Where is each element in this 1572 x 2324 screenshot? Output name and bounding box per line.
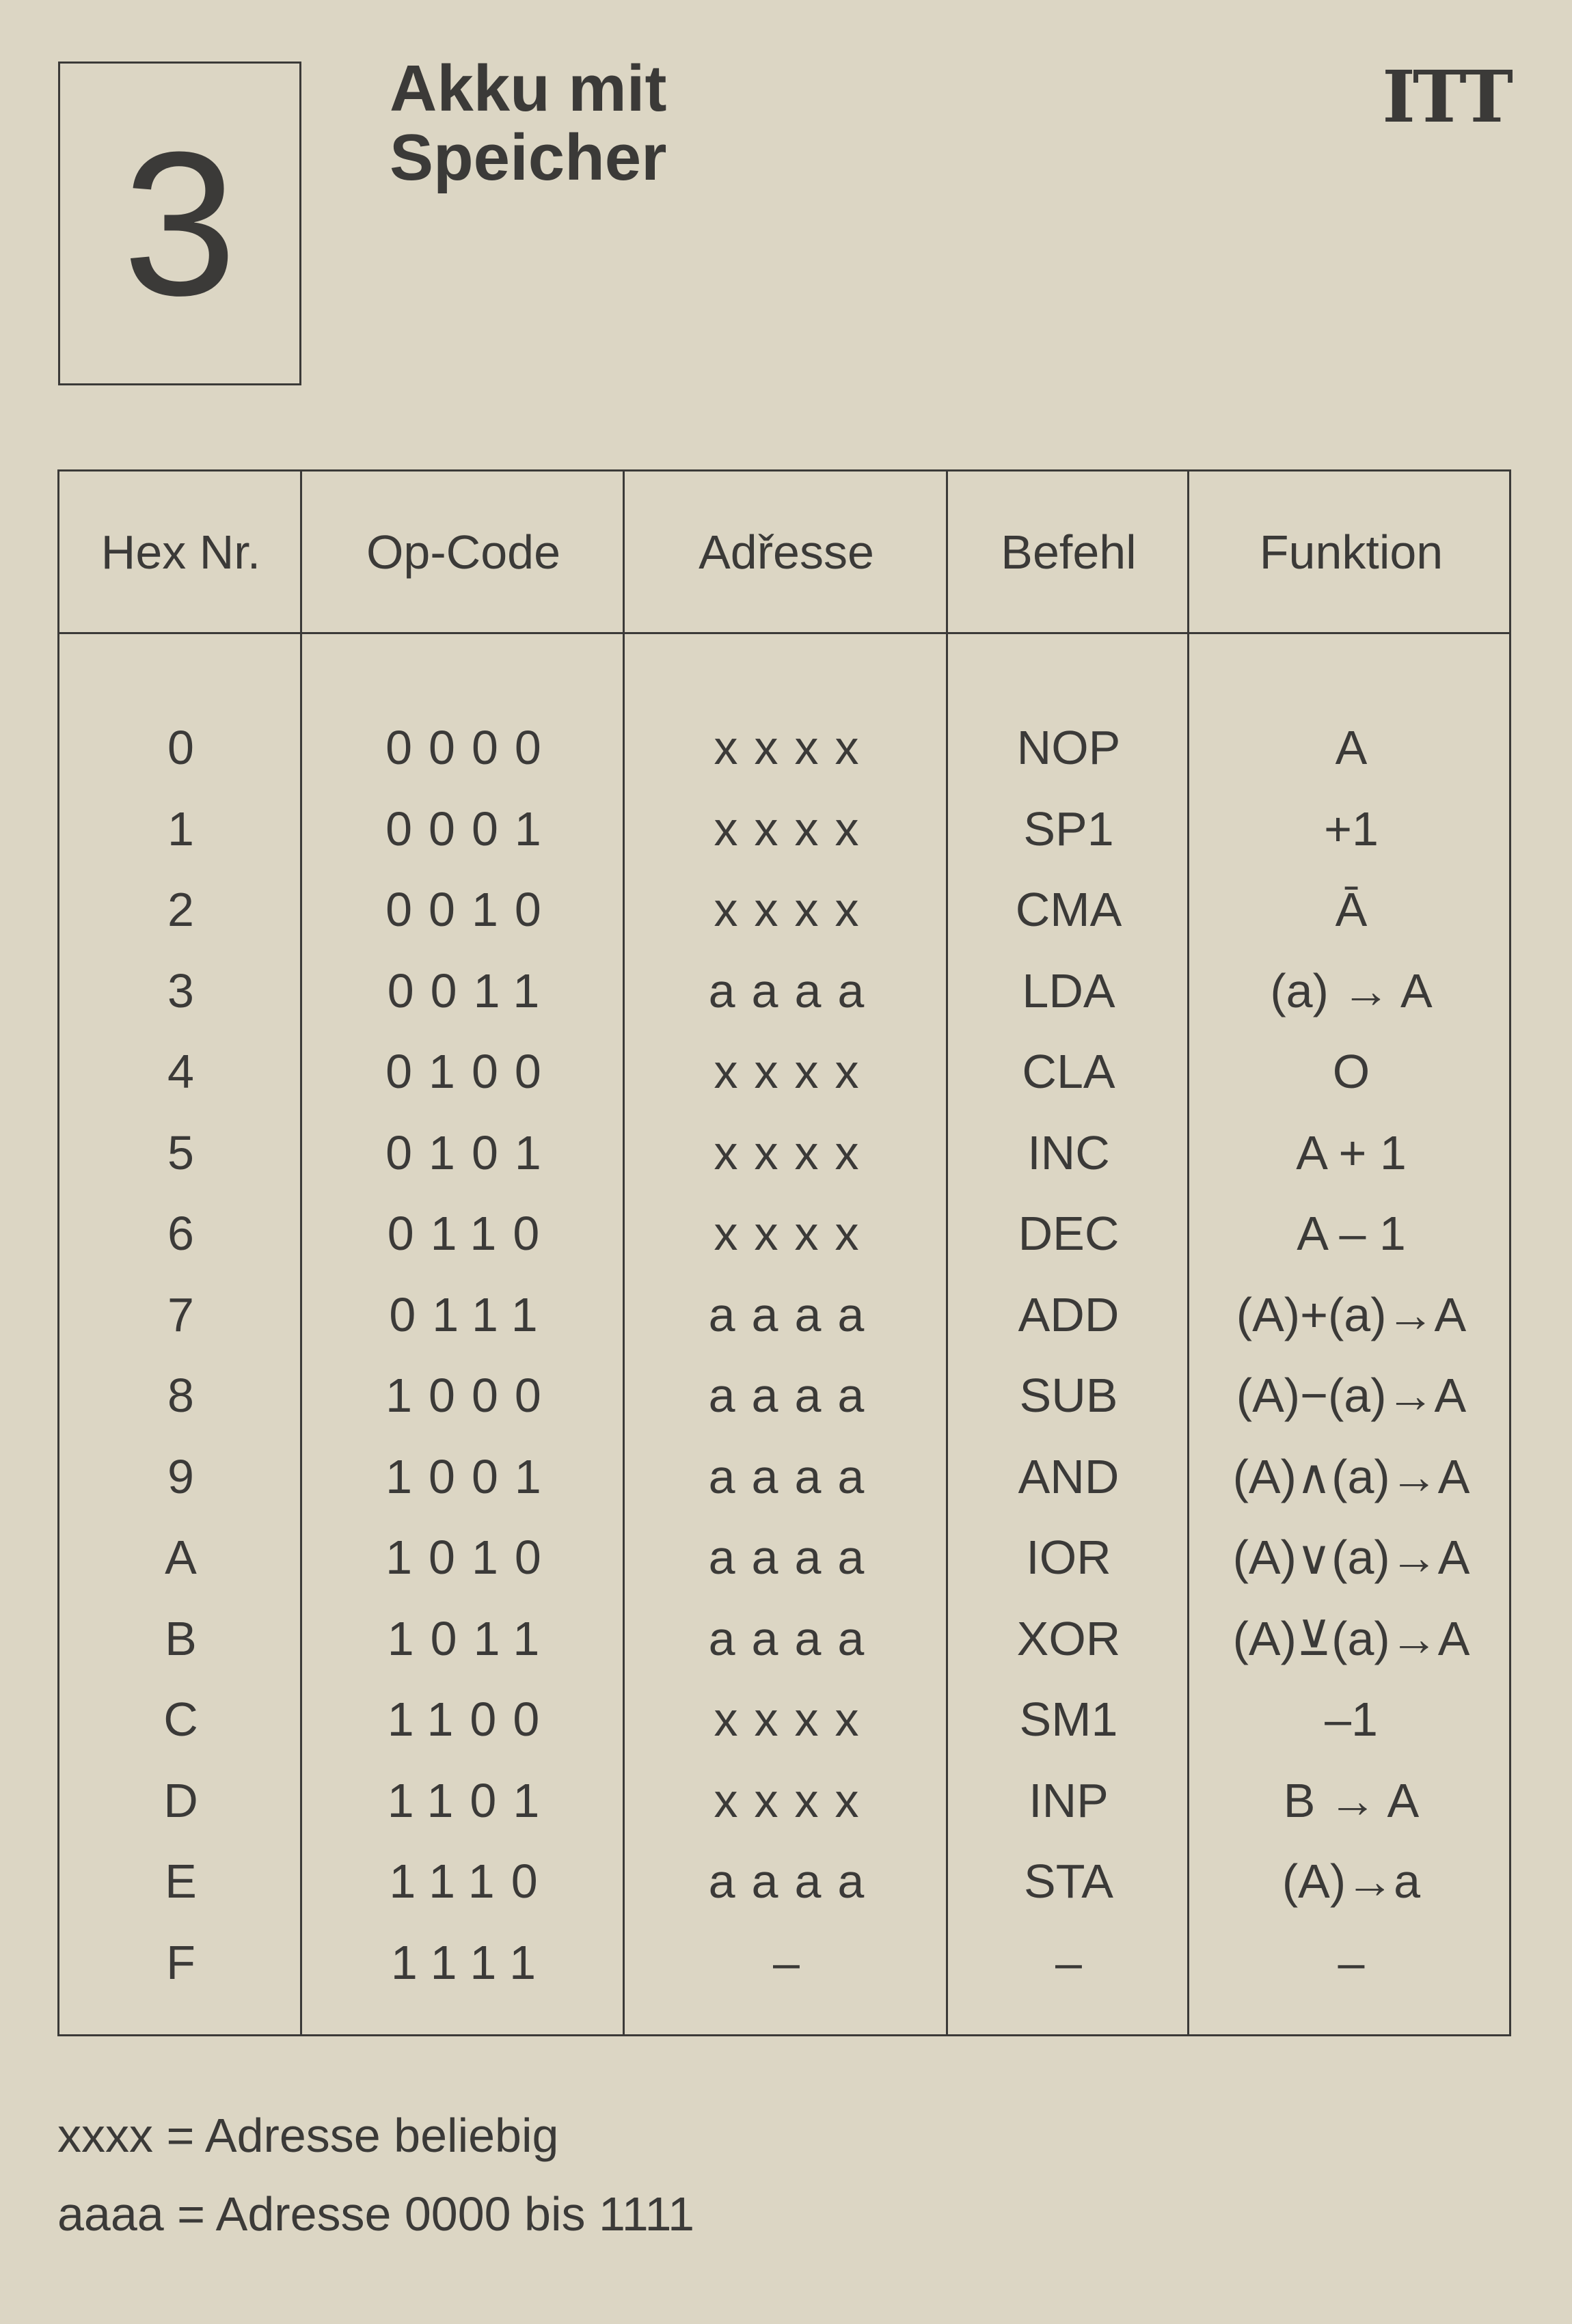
card-number-box xyxy=(58,61,301,385)
hex-cell: F xyxy=(166,1935,195,1989)
opcode-cell: 1101 xyxy=(387,1773,556,1827)
table-row xyxy=(59,789,1509,870)
hex-cell: B xyxy=(165,1611,197,1665)
header-hex: Hex Nr. xyxy=(100,525,261,579)
function-cell: B → A xyxy=(1283,1773,1420,1827)
table-row xyxy=(59,1355,1509,1436)
address-cell: xxxx xyxy=(714,1045,876,1099)
card-title-line-2: Speicher xyxy=(390,120,667,194)
function-cell: +1 xyxy=(1324,802,1379,856)
command-cell: ADD xyxy=(1018,1287,1120,1341)
hex-cell: 3 xyxy=(167,963,194,1017)
address-cell: aaaa xyxy=(708,1287,881,1341)
address-cell: xxxx xyxy=(714,1693,876,1747)
opcode-cell: 0010 xyxy=(385,883,558,937)
table-row xyxy=(59,707,1509,789)
hex-cell: 1 xyxy=(167,802,194,856)
command-cell: AND xyxy=(1018,1449,1120,1503)
address-cell: – xyxy=(773,1935,800,1989)
command-cell: CMA xyxy=(1015,883,1122,937)
command-cell: XOR xyxy=(1016,1611,1121,1665)
opcode-cell: 0000 xyxy=(385,721,558,775)
opcode-cell: 0110 xyxy=(387,1207,556,1261)
hex-cell: 0 xyxy=(167,721,194,775)
legend-aaaa: aaaa = Adresse 0000 bis 1111 xyxy=(57,2187,695,2241)
command-cell: INC xyxy=(1027,1125,1110,1179)
function-cell: O xyxy=(1332,1045,1370,1099)
address-cell: xxxx xyxy=(714,802,876,856)
opcode-cell: 1100 xyxy=(387,1693,556,1747)
command-cell: CLA xyxy=(1022,1045,1115,1099)
function-cell: (A)+(a)→A xyxy=(1236,1287,1467,1341)
header-divider xyxy=(59,632,1509,634)
table-row xyxy=(59,869,1509,951)
header-command: Befehl xyxy=(1001,525,1137,579)
header-opcode: Op-Code xyxy=(366,525,561,579)
opcode-cell: 0101 xyxy=(385,1125,558,1179)
address-cell: aaaa xyxy=(708,1531,881,1585)
address-cell: aaaa xyxy=(708,1369,881,1423)
opcode-cell: 1110 xyxy=(389,1855,554,1909)
header-function: Funktion xyxy=(1259,525,1444,579)
opcode-cell: 0100 xyxy=(385,1045,558,1099)
function-cell: A + 1 xyxy=(1296,1125,1407,1179)
opcode-cell: 0111 xyxy=(389,1287,554,1341)
table-row xyxy=(59,951,1509,1032)
command-cell: NOP xyxy=(1016,721,1121,775)
header-address: Adřesse xyxy=(699,525,874,579)
hex-cell: D xyxy=(163,1773,198,1827)
command-cell: SUB xyxy=(1019,1369,1118,1423)
instruction-table xyxy=(57,469,1511,2036)
hex-cell: C xyxy=(163,1693,198,1747)
opcode-cell: 0001 xyxy=(385,802,558,856)
card-number: 3 xyxy=(122,109,237,338)
opcode-cell: 1011 xyxy=(387,1611,556,1665)
card-title-line-1: Akku mit xyxy=(390,52,667,125)
table-row xyxy=(59,1760,1509,1842)
hex-cell: 2 xyxy=(167,883,194,937)
function-cell: – xyxy=(1338,1935,1365,1989)
function-cell: (A)∧(a)→A xyxy=(1232,1449,1470,1503)
function-cell: (A)⊻(a)→A xyxy=(1232,1611,1470,1665)
function-cell: (a) → A xyxy=(1270,963,1433,1017)
command-cell: LDA xyxy=(1022,963,1115,1017)
hex-cell: 9 xyxy=(167,1449,194,1503)
opcode-cell: 1000 xyxy=(385,1369,558,1423)
table-row xyxy=(59,1193,1509,1274)
function-cell: (A)−(a)→A xyxy=(1236,1369,1467,1423)
address-cell: aaaa xyxy=(708,963,881,1017)
table-row xyxy=(59,1031,1509,1112)
address-cell: xxxx xyxy=(714,721,876,775)
table-row xyxy=(59,1679,1509,1760)
hex-cell: E xyxy=(165,1855,197,1909)
function-cell: (A)∨(a)→A xyxy=(1232,1531,1470,1585)
address-cell: xxxx xyxy=(714,1773,876,1827)
command-cell: DEC xyxy=(1018,1207,1120,1261)
command-cell: SM1 xyxy=(1019,1693,1118,1747)
table-row xyxy=(59,1922,1509,2004)
table-row xyxy=(59,1274,1509,1356)
function-cell: Ā xyxy=(1335,883,1368,937)
opcode-cell: 0011 xyxy=(387,963,556,1017)
itt-logo: ITT xyxy=(1382,55,1510,139)
hex-cell: 8 xyxy=(167,1369,194,1423)
hex-cell: 7 xyxy=(167,1287,194,1341)
command-cell: STA xyxy=(1024,1855,1113,1909)
address-cell: aaaa xyxy=(708,1855,881,1909)
command-cell: SP1 xyxy=(1023,802,1114,856)
hex-cell: A xyxy=(165,1531,197,1585)
table-body xyxy=(59,707,1509,2003)
hex-cell: 4 xyxy=(167,1045,194,1099)
function-cell: A xyxy=(1335,721,1368,775)
table-row xyxy=(59,1112,1509,1194)
card-title xyxy=(390,52,667,194)
table-row xyxy=(59,1517,1509,1598)
command-cell: – xyxy=(1055,1935,1082,1989)
hex-cell: 5 xyxy=(167,1125,194,1179)
address-cell: aaaa xyxy=(708,1611,881,1665)
hex-cell: 6 xyxy=(167,1207,194,1261)
opcode-cell: 1001 xyxy=(385,1449,558,1503)
table-row xyxy=(59,1598,1509,1680)
opcode-cell: 1010 xyxy=(385,1531,558,1585)
command-cell: INP xyxy=(1029,1773,1109,1827)
function-cell: –1 xyxy=(1325,1693,1378,1747)
address-cell: aaaa xyxy=(708,1449,881,1503)
command-cell: IOR xyxy=(1026,1531,1111,1585)
address-cell: xxxx xyxy=(714,1125,876,1179)
address-cell: xxxx xyxy=(714,883,876,937)
table-row xyxy=(59,1841,1509,1922)
opcode-cell: 1111 xyxy=(390,1935,553,1989)
function-cell: A – 1 xyxy=(1297,1207,1406,1261)
address-cell: xxxx xyxy=(714,1207,876,1261)
legend-xxxx: xxxx = Adresse beliebig xyxy=(57,2109,559,2162)
table-row xyxy=(59,1436,1509,1518)
function-cell: (A)→a xyxy=(1282,1855,1421,1909)
